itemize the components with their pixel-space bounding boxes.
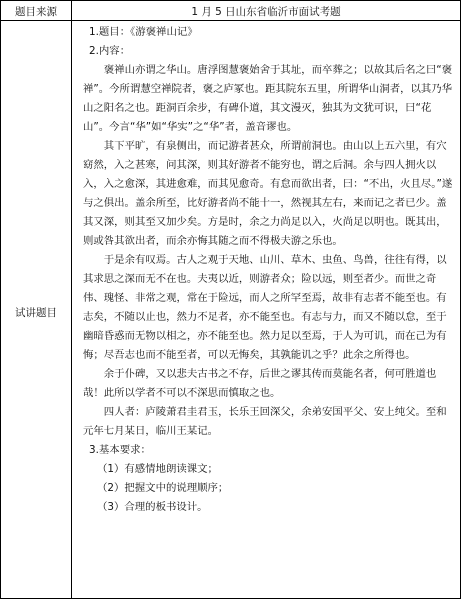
row-label-topic: 试讲题目	[15, 307, 57, 319]
passage-paragraph-3: 于是余有叹焉。古人之观于天地、山川、草木、虫鱼、鸟兽，往往有得，以其求思之深而无不在也。夫夷以近，则游者众；险以远，则至者少。而世之奇伟、瑰怪、非常之观，常在于险远，而人之所罕至焉，故非有志者不能至也。有志矣，不随以止也，然力不足者，亦不能至也。有志与力，而又不随以怠，至于幽暗昏惑而无物以相之，亦不能至也。然力足以至焉，于人为可讥，而在己为有悔；尽吾志也而不能至者，可以无悔矣，其孰能讥之乎？此余之所得也。	[83, 254, 447, 361]
requirement-item: （3）合理的板书设计。	[97, 501, 208, 513]
column-divider	[71, 1, 72, 598]
content-heading: 2.内容：	[89, 45, 131, 57]
header-source-label: 题目来源	[15, 6, 57, 18]
passage-paragraph-5: 四人者：庐陵萧君圭君玉，长乐王回深父，余弟安国平父、安上纯父。至和元年七月某日，临川王某记。	[83, 406, 447, 437]
passage-paragraph-2: 其下平旷，有泉侧出，而记游者甚众，所谓前洞也。由山以上五六里，有穴窈然，入之甚寒，问其深，则其好游者不能穷也，谓之后洞。余与四人拥火以入，入之愈深，其进愈难，而其见愈奇。有怠而欲出者，曰：“不出，火且尽。”遂与之俱出。盖余所至，比好游者尚不能十一，然视其左右，来而记之者已少。盖其又深，则其至又加少矣。方是时，余之力尚足以入，火尚足以明也。既其出，则或咎其欲出者，而余亦悔其随之而不得极夫游之乐也。	[83, 140, 453, 247]
header-exam-title: 1 月 5 日山东省临沂市面试考题	[191, 6, 341, 18]
passage-paragraph-4: 余于仆碑，又以悲夫古书之不存，后世之谬其传而莫能名者，何可胜道也哉！此所以学者不可以不深思而慎取之也。	[83, 368, 437, 399]
requirements-heading: 3.基本要求：	[89, 444, 151, 456]
exam-content	[83, 23, 455, 517]
passage-paragraph-1: 褒禅山亦谓之华山。唐浮图慧褒始舍于其址，而卒葬之；以故其后名之曰“褒禅”。今所谓慧空禅院者，褒之庐冢也。距其院东五里，所谓华山洞者，以其乃华山之阳名之也。距洞百余步，有碑仆道，其文漫灭，独其为文犹可识，曰“花山”。今言“华”如“华实”之“华”者，盖音谬也。	[83, 64, 453, 133]
requirement-item: （2）把握文中的说理顺序；	[97, 482, 229, 494]
topic-title: 1.题目：《游褒禅山记》	[89, 26, 198, 38]
requirement-item: （1）有感情地朗读课文；	[97, 463, 218, 475]
